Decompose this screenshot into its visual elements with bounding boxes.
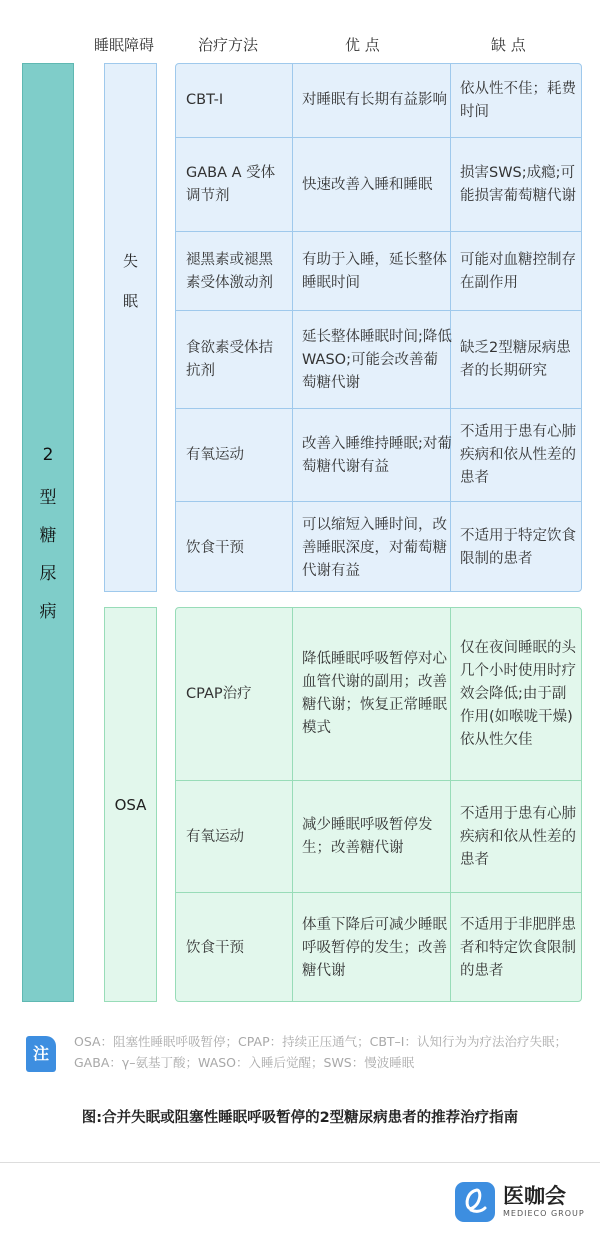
treatment-method: 有氧运动 (186, 828, 244, 845)
treatment-cons: 仅在夜间睡眠的头几个小时使用时疗效会降低;由于副作用(如喉咙干燥)依从性欠佳 (460, 639, 576, 748)
treatment-cons: 不适用于特定饮食限制的患者 (460, 528, 576, 567)
table-row (176, 780, 581, 893)
treatment-method: 饮食干预 (186, 940, 244, 956)
table-row (176, 64, 581, 137)
condition-char: 糖 (39, 526, 57, 546)
brand-logo-icon (455, 1182, 495, 1222)
header-pros: 优 点 (345, 36, 380, 54)
table-row (176, 501, 581, 592)
insomnia-table (175, 63, 582, 592)
treatment-method: 食欲素受体拮抗剂 (186, 340, 273, 379)
table-row (176, 231, 581, 311)
header-sleep-disorder: 睡眠障碍 (94, 36, 155, 54)
table-row (176, 408, 581, 502)
figure-caption: 图:合并失眠或阻塞性睡眠呼吸暂停的2型糖尿病患者的推荐治疗指南 (81, 1110, 519, 1126)
condition-type2-diabetes (22, 63, 74, 1002)
table-row (176, 310, 581, 409)
treatment-pros: 对睡眠有长期有益影响 (302, 92, 447, 108)
treatment-cons: 不适用于非肥胖患者和特定饮食限制的患者 (460, 917, 576, 979)
treatment-pros: 有助于入睡，延长整体睡眠时间 (302, 251, 447, 291)
treatment-cons: 不适用于患有心肺疾病和依从性差的患者 (460, 424, 576, 486)
brand-name: 医咖会 (503, 1184, 566, 1208)
abbreviation-note: OSA：阻塞性睡眠呼吸暂停；CPAP：持续正压通气；CBT–I：认知行为为疗法治疗失眠；GABA：γ–氨基丁酸；WASO：入睡后觉醒；SWS：慢波睡眠 (74, 1034, 567, 1070)
note-icon: 注 (26, 1036, 56, 1072)
condition-char: 病 (39, 602, 57, 622)
category-insomnia-label: 失 (122, 252, 138, 270)
osa-table (175, 607, 582, 1002)
treatment-cons: 损害SWS;成瘾;可能损害葡萄糖代谢 (460, 165, 576, 204)
category-insomnia (104, 63, 157, 592)
treatment-pros: 可以缩短入睡时间，改善睡眠深度，对葡萄糖代谢有益 (302, 516, 447, 579)
treatment-cons: 不适用于患有心肺疾病和依从性差的患者 (460, 805, 576, 868)
header-cons: 缺 点 (491, 36, 526, 54)
header-treatment-method: 治疗方法 (198, 36, 259, 54)
treatment-pros: 降低睡眠呼吸暂停对心血管代谢的副用；改善糖代谢；恢复正常睡眠模式 (302, 651, 447, 736)
treatment-method: CBT-I (186, 92, 224, 108)
treatment-method: CPAP治疗 (186, 685, 252, 702)
table-row (176, 137, 581, 232)
category-osa (104, 607, 157, 1002)
condition-char: 2 (42, 445, 54, 465)
treatment-method: 有氧运动 (186, 447, 244, 463)
treatment-cons: 缺乏2型糖尿病患者的长期研究 (460, 340, 571, 379)
treatment-pros: 延长整体睡眠时间;降低WASO;可能会改善葡萄糖代谢 (302, 328, 452, 391)
treatment-method: 饮食干预 (186, 539, 244, 556)
footer-divider (0, 1162, 600, 1163)
condition-char: 型 (39, 488, 57, 508)
table-row (176, 608, 581, 780)
treatment-method: 褪黑素或褪黑素受体激动剂 (186, 251, 273, 291)
treatment-pros: 改善入睡维持睡眠;对葡萄糖代谢有益 (302, 435, 452, 475)
treatment-cons: 依从性不佳；耗费时间 (460, 80, 576, 120)
condition-char: 尿 (39, 564, 57, 584)
treatment-pros: 减少睡眠呼吸暂停发生；改善糖代谢 (302, 817, 433, 856)
category-osa-label: OSA (114, 795, 147, 814)
brand-subtitle: MEDIECO GROUP (503, 1209, 585, 1218)
treatment-method: GABA A 受体调节剂 (186, 165, 276, 204)
treatment-pros: 快速改善入睡和睡眠 (302, 176, 433, 193)
treatment-pros: 体重下降后可减少睡眠呼吸暂停的发生；改善糖代谢 (302, 917, 447, 979)
category-insomnia-label: 眠 (122, 292, 138, 310)
treatment-cons: 可能对血糖控制存在副作用 (460, 251, 576, 291)
table-row (176, 892, 581, 1002)
